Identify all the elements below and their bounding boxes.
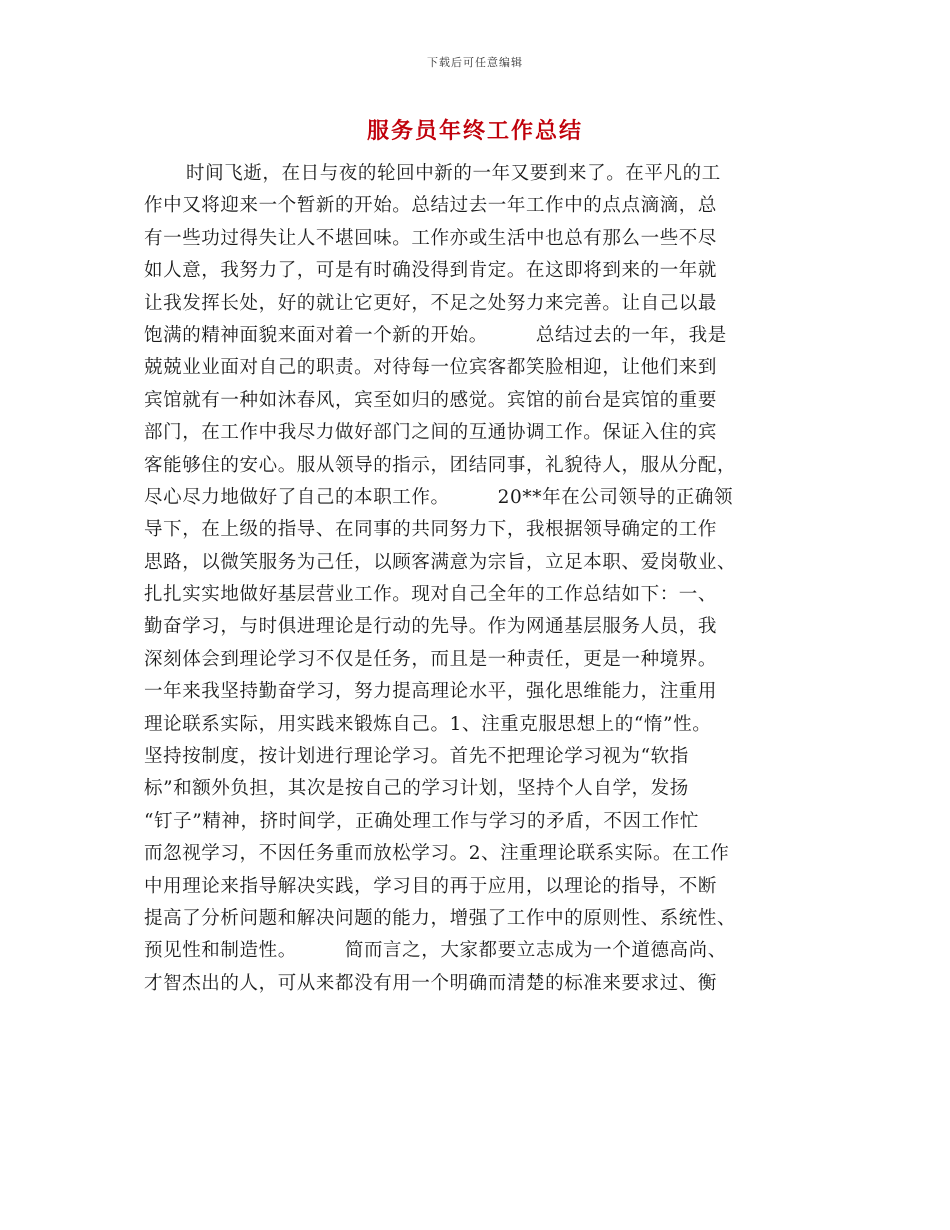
body-line: 而忽视学习，不因任务重而放松学习。2、注重理论联系实际。在工作 bbox=[144, 843, 730, 865]
body-line: 让我发挥长处，好的就让它更好，不足之处努力来完善。让自己以最 bbox=[144, 292, 718, 314]
body-line: 提高了分析问题和解决问题的能力，增强了工作中的原则性、系统性、 bbox=[144, 907, 737, 929]
body-line: 思路，以微笑服务为己任，以顾客满意为宗旨，立足本职、爱岗敬业、 bbox=[144, 551, 737, 573]
body-line: 饱满的精神面貌来面对着一个新的开始。 总结过去的一年，我是 bbox=[144, 324, 727, 346]
body-line: 尽心尽力地做好了自己的本职工作。 20**年在公司领导的正确领 bbox=[144, 486, 734, 508]
body-line: 标”和额外负担，其次是按自己的学习计划，坚持个人自学，发扬 bbox=[144, 778, 689, 800]
body-line: 时间飞逝，在日与夜的轮回中新的一年又要到来了。在平凡的工 bbox=[186, 163, 721, 184]
body-line: 有一些功过得失让人不堪回味。工作亦或生活中也总有那么一些不尽 bbox=[144, 227, 718, 249]
body-line: 扎扎实实地做好基层营业工作。现对自己全年的工作总结如下：一、 bbox=[144, 584, 718, 606]
body-line: 理论联系实际，用实践来锻炼自己。1、注重克服思想上的“惰”性。 bbox=[144, 713, 712, 735]
body-line: 一年来我坚持勤奋学习，努力提高理论水平，强化思维能力，注重用 bbox=[144, 681, 718, 703]
document-body bbox=[144, 158, 814, 1000]
body-line: 深刻体会到理论学习不仅是任务，而且是一种责任，更是一种境界。 bbox=[144, 648, 718, 670]
body-line: 宾馆就有一种如沐春风，宾至如归的感觉。宾馆的前台是宾馆的重要 bbox=[144, 389, 718, 411]
body-line: 客能够住的安心。服从领导的指示，团结同事，礼貌待人，服从分配， bbox=[144, 454, 737, 476]
body-line: 坚持按制度，按计划进行理论学习。首先不把理论学习视为“软指 bbox=[144, 746, 689, 768]
body-line: 部门，在工作中我尽力做好部门之间的互通协调工作。保证入住的宾 bbox=[144, 422, 718, 444]
body-line: “钉子”精神，挤时间学，正确处理工作与学习的矛盾，不因工作忙 bbox=[144, 810, 699, 832]
body-line: 预见性和制造性。 简而言之，大家都要立志成为一个道德高尚、 bbox=[144, 940, 727, 962]
body-line: 勤奋学习，与时俱进理论是行动的先导。作为网通基层服务人员，我 bbox=[144, 616, 718, 638]
body-line: 中用理论来指导解决实践，学习目的再于应用，以理论的指导，不断 bbox=[144, 875, 718, 897]
body-line: 兢兢业业面对自己的职责。对待每一位宾客都笑脸相迎，让他们来到 bbox=[144, 357, 718, 379]
body-line: 导下，在上级的指导、在同事的共同努力下，我根据领导确定的工作 bbox=[144, 519, 718, 541]
body-line: 才智杰出的人，可从来都没有用一个明确而清楚的标准来要求过、衡 bbox=[144, 972, 718, 994]
body-line: 如人意，我努力了，可是有时确没得到肯定。在这即将到来的一年就 bbox=[144, 260, 718, 282]
page-header-note: 下载后可任意编辑 bbox=[427, 56, 523, 69]
body-line: 作中又将迎来一个暂新的开始。总结过去一年工作中的点点滴滴，总 bbox=[144, 195, 718, 217]
document-title: 服务员年终工作总结 bbox=[366, 118, 583, 144]
